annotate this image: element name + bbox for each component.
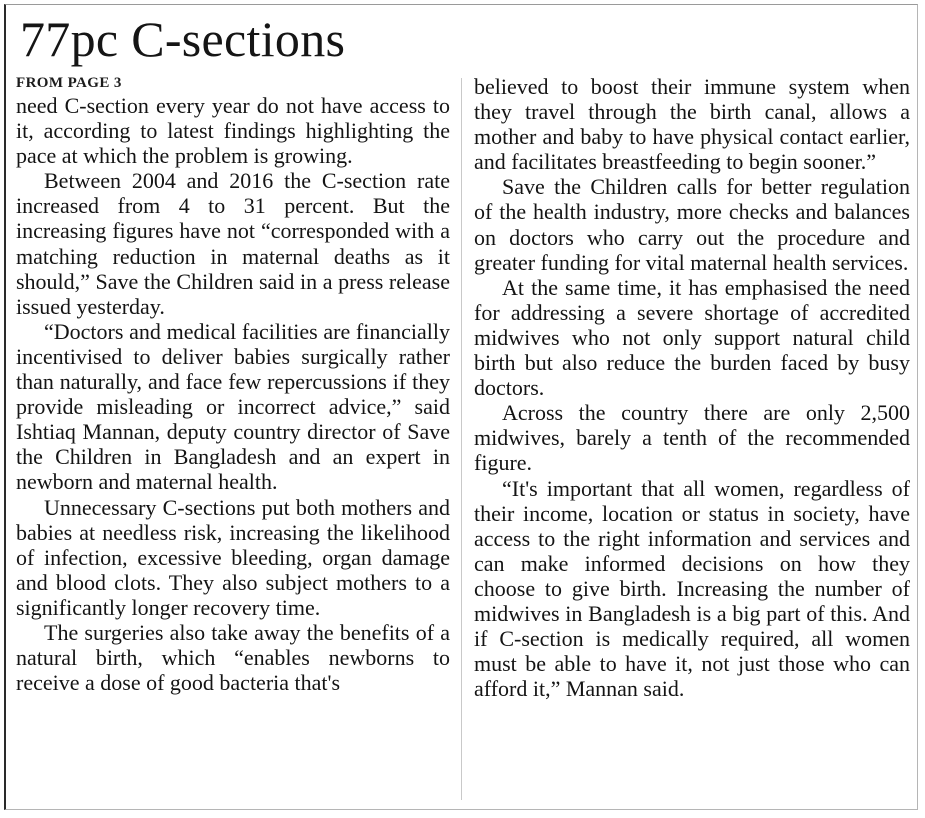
paragraph: “Doctors and medical facilities are financially incentivised to deliver babies surgically rather than naturally, and face few repercussions if they provide misleading or incorrect advice,” said Ishtiaq Mannan, deputy country director of Save the Children in Bangladesh and an expert in newborn and maternal health.	[16, 318, 450, 495]
right-column	[474, 74, 910, 701]
paragraph: Between 2004 and 2016 the C-section rate increased from 4 to 31 percent. But the increasing figures have not “corresponded with a matching reduction in maternal deaths as it should,” Save the Children said in a press release issued yesterday.	[16, 168, 450, 319]
paragraph: need C-section every year do not have access to it, according to latest findings highlighting the pace at which the problem is growing.	[16, 93, 450, 169]
paragraph: Save the Children calls for better regulation of the health industry, more checks and balances on doctors who carry out the procedure and greater funding for vital maternal health services.	[474, 174, 910, 275]
paragraph: believed to boost their immune system when they travel through the birth canal, allows a mother and baby to have physical contact earlier, and facilitates breastfeeding to begin sooner.”	[474, 74, 910, 175]
paragraph: “It's important that all women, regardless of their income, location or status in society, have access to the right information and services and can make informed decisions on how they choose to give birth. Increasing the number of midwives in Bangladesh is a big part of this. And if C-section is medically required, all women must be able to have it, not just those who can afford it,” Mannan said.	[474, 475, 910, 702]
column-divider	[461, 78, 462, 800]
paragraph: Across the country there are only 2,500 midwives, barely a tenth of the recommended figure.	[474, 400, 910, 476]
continued-from-label: FROM PAGE 3	[16, 75, 122, 91]
headline: 77pc C-sections	[20, 11, 346, 67]
paragraph: The surgeries also take away the benefits of a natural birth, which “enables newborns to receive a dose of good bacteria that's	[16, 619, 450, 696]
paragraph: Unnecessary C-sections put both mothers and babies at needless risk, increasing the likelihood of infection, excessive bleeding, organ damage and blood clots. They also subject mothers to a significantly longer recovery time.	[16, 494, 450, 620]
paragraph: At the same time, it has emphasised the need for addressing a severe shortage of accredited midwives who not only support natural child birth but also reduce the burden faced by busy doctors.	[474, 274, 910, 401]
left-column	[16, 74, 450, 695]
